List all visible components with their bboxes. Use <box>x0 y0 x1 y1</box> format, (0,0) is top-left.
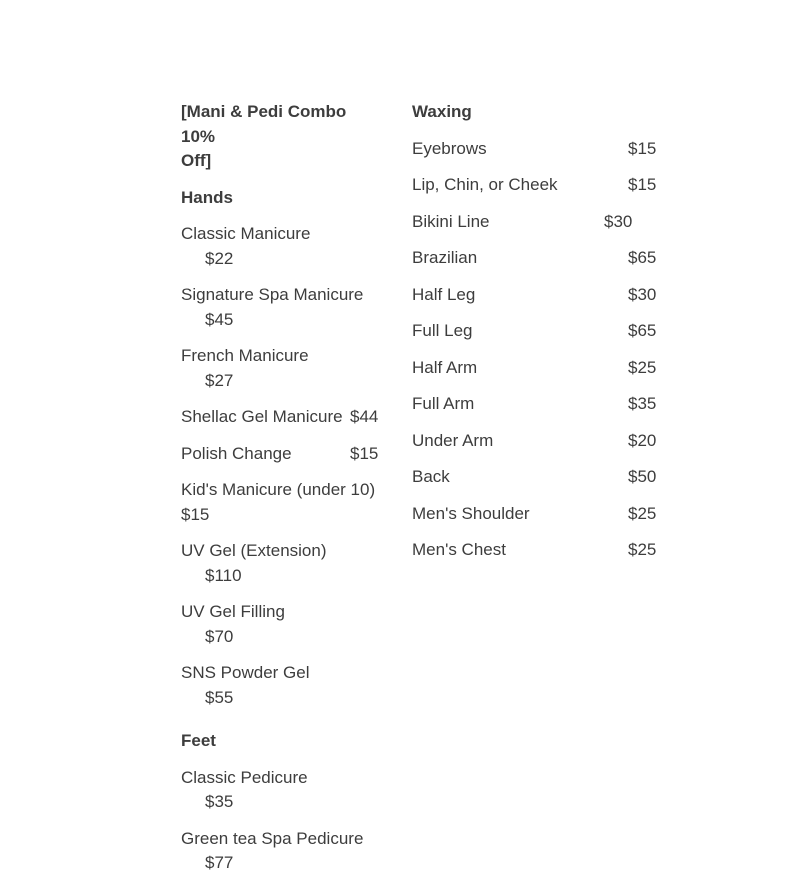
item-name: SNS Powder Gel <box>181 663 310 682</box>
menu-item <box>181 661 376 710</box>
item-name: Under Arm <box>412 430 494 450</box>
item-price: $50 <box>628 467 657 486</box>
section-heading-waxing: Waxing <box>412 102 472 121</box>
item-name: Eyebrows <box>412 138 487 158</box>
combo-note <box>181 100 376 174</box>
nails-column <box>181 100 379 888</box>
item-price: $15 <box>350 443 379 463</box>
nails-sections <box>181 186 379 876</box>
menu-item <box>181 222 376 271</box>
menu-item <box>412 210 655 235</box>
item-price: $44 <box>350 407 379 426</box>
item-name: Men's Chest <box>412 540 506 559</box>
menu-item <box>412 173 655 198</box>
menu-item <box>181 766 376 815</box>
item-price: $30 <box>604 211 633 231</box>
menu-item <box>412 356 655 381</box>
item-price: $15 <box>628 175 657 194</box>
menu-item <box>412 538 655 563</box>
item-price: $45 <box>205 309 234 329</box>
item-name: Green tea Spa Pedicure <box>181 828 364 848</box>
menu-item <box>181 283 376 332</box>
menu-item <box>412 502 655 527</box>
menu-item <box>181 539 376 588</box>
menu-item <box>412 429 655 454</box>
item-price: $25 <box>628 357 657 377</box>
item-name: Brazilian <box>412 248 478 267</box>
item-name: Men's Shoulder <box>412 503 530 523</box>
item-name: French Manicure <box>181 346 309 365</box>
item-name: Full Arm <box>412 394 475 413</box>
item-price: $27 <box>205 370 234 390</box>
menu-item <box>412 246 655 271</box>
item-price: $55 <box>205 687 234 707</box>
menu-item <box>181 827 376 876</box>
item-name: Signature Spa Manicure <box>181 285 364 304</box>
item-price: $22 <box>205 248 234 268</box>
menu-item <box>181 478 376 527</box>
item-price: $15 <box>628 138 657 158</box>
item-name: Half Arm <box>412 357 478 377</box>
item-name: Polish Change <box>181 443 292 463</box>
item-name: Classic Pedicure <box>181 767 308 787</box>
section-heading-feet: Feet <box>181 731 216 750</box>
item-price: $65 <box>628 248 657 267</box>
menu-item <box>181 600 376 649</box>
item-name: UV Gel Filling <box>181 602 285 621</box>
item-name: Half Leg <box>412 284 476 304</box>
menu-item <box>181 344 376 393</box>
item-name: UV Gel (Extension) <box>181 541 327 560</box>
menu-item <box>412 392 655 417</box>
section-heading-hands: Hands <box>181 187 233 207</box>
combo-note-line: [Mani & Pedi Combo 10% <box>181 102 347 146</box>
item-name: Bikini Line <box>412 211 490 231</box>
item-price: $20 <box>628 430 657 450</box>
item-name: Full Leg <box>412 321 473 340</box>
item-price: $70 <box>205 626 234 646</box>
menu-item <box>412 465 655 490</box>
item-price: $35 <box>628 394 657 413</box>
item-price: $110 <box>205 565 242 585</box>
item-price: $65 <box>628 321 657 340</box>
item-name: Back <box>412 467 450 486</box>
item-price: $25 <box>628 540 657 559</box>
item-price: $25 <box>628 503 657 523</box>
waxing-column <box>412 100 655 575</box>
combo-note-line: Off] <box>181 151 212 170</box>
menu-item <box>181 405 379 430</box>
item-price: $77 <box>205 853 234 872</box>
item-price: $15 <box>181 504 210 524</box>
item-price: $35 <box>205 792 234 811</box>
item-name: Shellac Gel Manicure <box>181 407 343 426</box>
menu-item <box>181 442 379 467</box>
item-price: $30 <box>628 284 657 304</box>
item-name: Kid's Manicure (under 10) <box>181 480 376 499</box>
menu-item <box>412 283 655 308</box>
menu-item <box>412 319 655 344</box>
waxing-items <box>412 137 655 563</box>
item-name: Classic Manicure <box>181 224 311 243</box>
menu-item <box>412 137 655 162</box>
item-name: Lip, Chin, or Cheek <box>412 175 558 194</box>
